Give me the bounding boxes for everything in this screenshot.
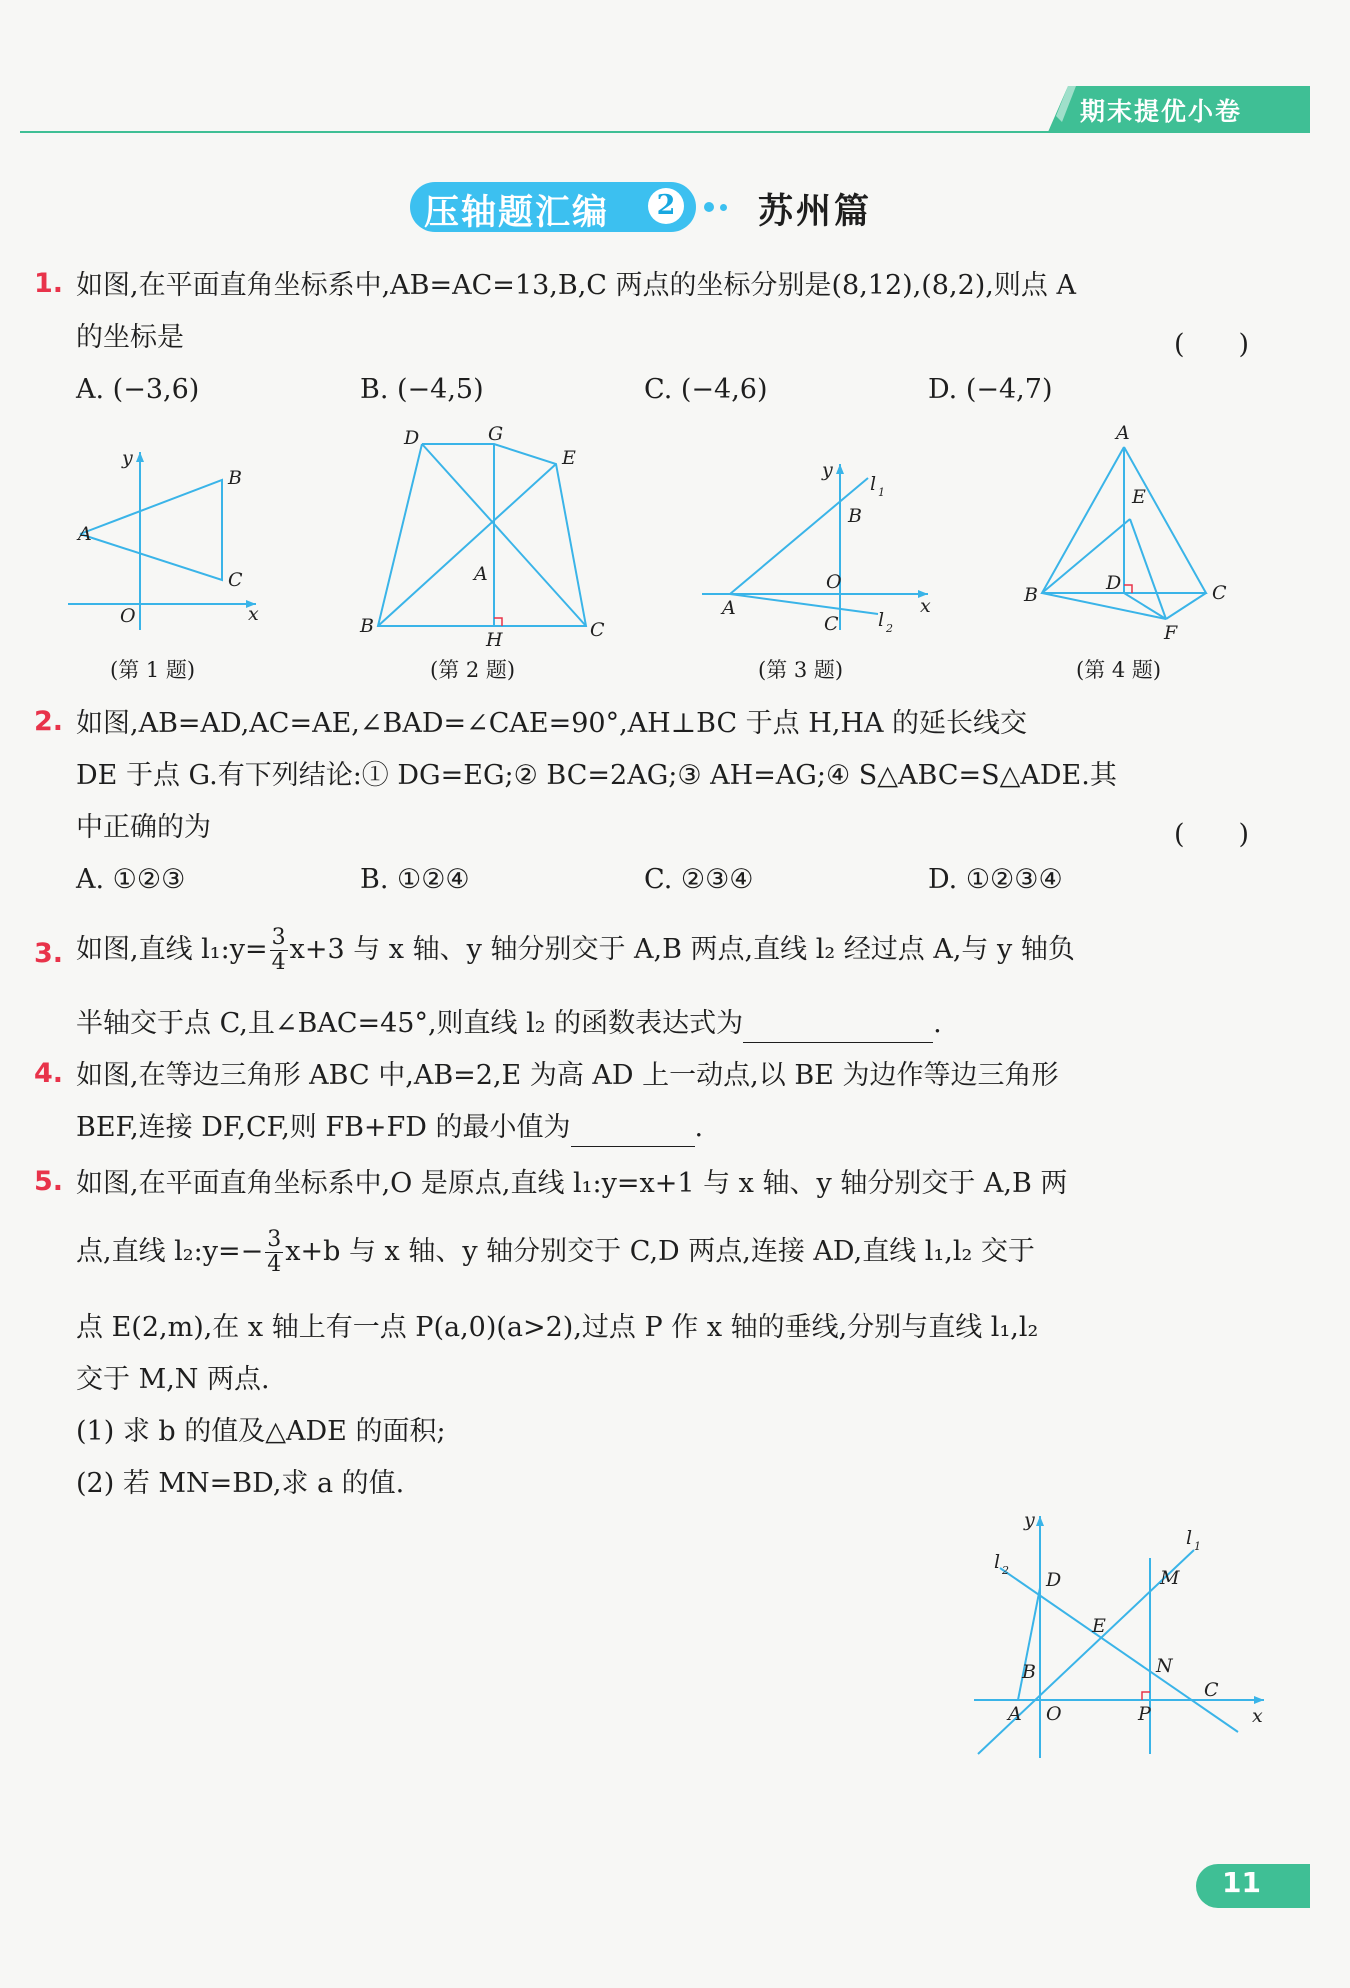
q2-option-b: B. ①②④ — [360, 864, 470, 895]
fig5-label-o: O — [1046, 1703, 1062, 1725]
q1-text-line2: 的坐标是 — [76, 322, 184, 353]
figure-2 — [360, 423, 620, 651]
q3-line2-text: 半轴交于点 C,且∠BAC=45°,则直线 l₂ 的函数表达式为 — [76, 1008, 744, 1039]
q4-text-line1: 如图,在等边三角形 ABC 中,AB=2,E 为高 AD 上一动点,以 BE 为边作等边三角形 — [76, 1060, 1059, 1091]
q4-line2-text: BEF,连接 DF,CF,则 FB+FD 的最小值为 — [76, 1112, 571, 1143]
fig5-label-x: x — [1252, 1705, 1263, 1727]
fig5-label-n: N — [1156, 1655, 1173, 1677]
fig5-label-l2-sub: 2 — [1002, 1564, 1009, 1577]
q2-option-d: D. ①②③④ — [928, 864, 1063, 895]
fig4-label-e: E — [1132, 486, 1146, 508]
q3-text-line1 — [76, 926, 1075, 975]
fig5-label-y: y — [1024, 1509, 1035, 1531]
q2-text-line2: DE 于点 G.有下列结论:① DG=EG;② BC=2AG;③ AH=AG;④ S△ABC=S△ADE.其 — [76, 760, 1117, 791]
q1-option-c: C. (−4,6) — [644, 374, 768, 405]
title-dot — [720, 204, 727, 211]
page-number: 11 — [1222, 1866, 1261, 1899]
q5-text-line4: 交于 M,N 两点. — [76, 1364, 270, 1395]
q1-text-line1: 如图,在平面直角坐标系中,AB=AC=13,B,C 两点的坐标分别是(8,12),(8,2),则点 A — [76, 270, 1076, 301]
figure-5 — [968, 1508, 1268, 1768]
q3-frac-numerator: 3 — [271, 925, 286, 950]
q4-answer-blank[interactable] — [571, 1110, 695, 1147]
question-number-1: 1. — [34, 268, 64, 299]
fig5-label-l1: l — [1186, 1527, 1193, 1549]
fig5-label-l1-sub: 1 — [1194, 1540, 1201, 1553]
q1-answer-paren: ( ) — [1174, 329, 1250, 360]
figure-2-caption: (第 2 题) — [430, 658, 516, 682]
fig5-label-d: D — [1046, 1569, 1062, 1591]
fig2-label-b: B — [360, 615, 374, 637]
fig1-label-b: B — [228, 467, 242, 489]
header-tab-label: 期末提优小卷 — [1080, 97, 1243, 126]
q5-line2-part-b: x+b 与 x 轴、y 轴分别交于 C,D 两点,连接 AD,直线 l₁,l₂ 交于 — [285, 1236, 1035, 1267]
q4-text-line2 — [76, 1110, 703, 1147]
fig1-label-o: O — [120, 605, 136, 627]
fig3-label-x: x — [920, 595, 931, 617]
q3-text-line2 — [76, 1006, 942, 1043]
figure-4 — [1020, 422, 1240, 645]
fig2-label-a: A — [474, 563, 488, 585]
fig5-label-e: E — [1092, 1615, 1106, 1637]
fig3-label-l2-sub: 2 — [886, 622, 893, 635]
fig5-label-l2: l — [994, 1551, 1001, 1573]
q5-text-line1: 如图,在平面直角坐标系中,O 是原点,直线 l₁:y=x+1 与 x 轴、y 轴分别交于 A,B 两 — [76, 1168, 1068, 1199]
fig3-label-b: B — [848, 505, 862, 527]
q5-part-1: (1) 求 b 的值及△ADE 的面积; — [76, 1416, 446, 1447]
fig2-label-g: G — [488, 423, 504, 445]
fig4-label-a: A — [1116, 422, 1130, 444]
fig5-label-m: M — [1160, 1567, 1180, 1589]
fig3-label-l2: l — [878, 609, 885, 631]
fig5-label-b: B — [1022, 1661, 1036, 1683]
question-number-5: 5. — [34, 1166, 64, 1197]
q2-option-a: A. ①②③ — [76, 864, 186, 895]
q3-end-period: . — [933, 1008, 942, 1039]
question-number-4: 4. — [34, 1058, 64, 1089]
fig3-label-l1: l — [870, 473, 877, 495]
figure-3 — [700, 450, 940, 640]
q3-line1-part-b: x+3 与 x 轴、y 轴分别交于 A,B 两点,直线 l₂ 经过点 A,与 y 轴负 — [289, 934, 1075, 965]
q1-option-d: D. (−4,7) — [928, 374, 1053, 405]
page-subtitle: 苏州篇 — [758, 191, 873, 232]
q2-option-c: C. ②③④ — [644, 864, 754, 895]
q1-option-a: A. (−3,6) — [76, 374, 200, 405]
q2-text-line3: 中正确的为 — [76, 812, 211, 843]
fig3-label-a: A — [722, 597, 736, 619]
q5-line2-part-a: 点,直线 l₂:y=− — [76, 1236, 264, 1267]
figure-3-caption: (第 3 题) — [758, 658, 844, 682]
fig4-label-c: C — [1212, 582, 1227, 604]
q2-text-line1: 如图,AB=AD,AC=AE,∠BAD=∠CAE=90°,AH⊥BC 于点 H,HA 的延长线交 — [76, 708, 1028, 739]
fig2-label-c: C — [590, 619, 605, 641]
fig3-label-c: C — [824, 613, 839, 635]
fig3-label-y: y — [822, 459, 833, 481]
figure-1-caption: (第 1 题) — [110, 658, 196, 682]
fig5-label-c: C — [1204, 1679, 1219, 1701]
figure-1 — [60, 440, 280, 640]
fig4-label-d: D — [1106, 572, 1122, 594]
q3-frac-denominator: 4 — [271, 950, 286, 975]
fig1-label-c: C — [228, 569, 243, 591]
q5-part-2: (2) 若 MN=BD,求 a 的值. — [76, 1468, 405, 1499]
question-number-3: 3. — [34, 938, 64, 969]
fig1-label-y: y — [122, 447, 133, 469]
question-number-2: 2. — [34, 706, 64, 737]
q3-line1-part-a: 如图,直线 l₁:y= — [76, 934, 268, 965]
fig5-label-a: A — [1008, 1703, 1022, 1725]
fig5-label-p: P — [1138, 1703, 1151, 1725]
fig4-label-f: F — [1164, 622, 1178, 644]
fig4-label-b: B — [1024, 584, 1038, 606]
q2-answer-paren: ( ) — [1174, 819, 1250, 850]
q5-fraction — [265, 1228, 283, 1277]
q5-text-line3: 点 E(2,m),在 x 轴上有一点 P(a,0)(a>2),过点 P 作 x 轴的垂线,分别与直线 l₁,l₂ — [76, 1312, 1039, 1343]
q5-frac-denominator: 4 — [267, 1252, 282, 1277]
fig2-label-e: E — [562, 447, 576, 469]
title-dot — [704, 202, 714, 212]
fig2-label-h: H — [486, 629, 503, 651]
fig1-label-x: x — [248, 603, 259, 625]
fig1-label-a: A — [78, 523, 92, 545]
q4-end-period: . — [694, 1112, 704, 1143]
q5-text-line2 — [76, 1228, 1035, 1277]
title-number-badge: 2 — [648, 188, 684, 224]
q1-option-b: B. (−4,5) — [360, 374, 484, 405]
fig3-label-o: O — [826, 571, 842, 593]
q3-fraction — [270, 926, 288, 975]
q5-frac-numerator: 3 — [267, 1227, 282, 1252]
page-title: 压轴题汇编 — [424, 192, 610, 233]
q3-answer-blank[interactable] — [743, 1006, 933, 1043]
fig3-label-l1-sub: 1 — [878, 486, 885, 499]
fig2-label-d: D — [404, 427, 420, 449]
figure-4-caption: (第 4 题) — [1076, 658, 1162, 682]
